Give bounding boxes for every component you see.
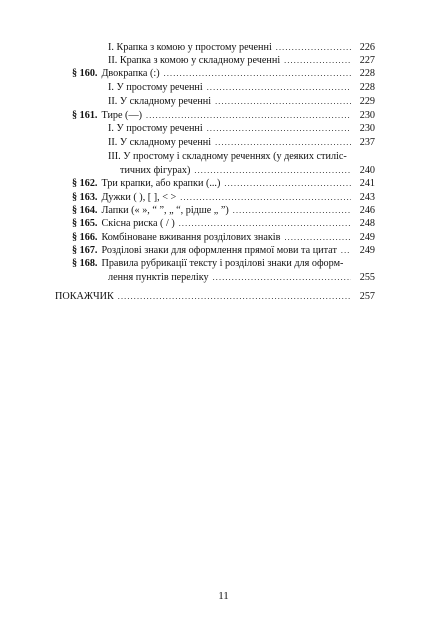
toc-entry-title: Двокрапка (:)	[101, 68, 160, 79]
section-number: § 160.	[72, 68, 98, 79]
dot-leader	[118, 291, 351, 302]
section-number: § 162.	[72, 178, 98, 189]
toc-entry-page: 229	[359, 96, 375, 107]
toc-entry-page: 257	[359, 291, 375, 302]
toc-entry-page: 230	[359, 123, 375, 134]
toc-entry-title: Три крапки, або крапки (...)	[101, 178, 221, 189]
dot-leader	[215, 96, 351, 107]
toc-entry-page: 237	[359, 137, 375, 148]
dot-leader	[164, 68, 351, 79]
dot-leader	[207, 82, 351, 93]
toc-entry-page: 226	[359, 42, 375, 53]
page-number: 11	[218, 590, 229, 602]
toc-entry-page: 227	[359, 55, 375, 66]
dot-leader	[213, 272, 351, 283]
toc-entry-title: Правила рубрикації тексту і розділові знаки для оформ-	[101, 258, 344, 269]
section-number: § 166.	[72, 232, 98, 243]
toc-entry-page: 248	[359, 218, 375, 229]
dot-leader	[179, 218, 351, 229]
section-number: § 168.	[72, 258, 98, 269]
dot-leader	[146, 110, 351, 121]
toc-entry-title: Розділові знаки для оформлення прямої мови та цитат	[101, 245, 337, 256]
dot-leader	[180, 192, 351, 203]
dot-leader	[276, 42, 351, 53]
toc-entry-title: Лапки (« », “ ”, „ “, рідше „ ”)	[101, 205, 229, 216]
dot-leader	[224, 178, 351, 189]
toc-entry-page: 228	[359, 82, 375, 93]
dot-leader	[215, 137, 351, 148]
toc-entry-title-continuation: тичних фігурах)	[120, 165, 191, 176]
dot-leader	[233, 205, 351, 216]
toc-entry-page: 230	[359, 110, 375, 121]
toc-entry-title: Комбіноване вживання розділових знаків	[101, 232, 281, 243]
toc-entry-title: ІІ. У складному реченні	[108, 137, 212, 148]
toc-entry-title: Тире (—)	[101, 110, 143, 121]
toc-entry-title: ІІ. У складному реченні	[108, 96, 212, 107]
section-number: § 167.	[72, 245, 98, 256]
toc-entry-page: 255	[359, 272, 375, 283]
toc-entry-page: 249	[359, 232, 375, 243]
section-number: § 165.	[72, 218, 98, 229]
section-number: § 163.	[72, 192, 98, 203]
toc-entry-title: І. У простому реченні	[108, 82, 203, 93]
dot-leader	[194, 165, 351, 176]
toc-entry-title: Скісна риска ( / )	[101, 218, 175, 229]
toc-entry-page: 249	[359, 245, 375, 256]
toc-entry-page: 241	[359, 178, 375, 189]
toc-entry-title: І. Крапка з комою у простому реченні	[108, 42, 272, 53]
toc-entry-page: 228	[359, 68, 375, 79]
toc-entry-title: ІІ. Крапка з комою у складному реченні	[108, 55, 281, 66]
index-title: ПОКАЖЧИК	[55, 291, 114, 302]
dot-leader	[284, 232, 351, 243]
section-number: § 161.	[72, 110, 98, 121]
dot-leader	[284, 55, 351, 66]
toc-entry-page: 243	[359, 192, 375, 203]
toc-entry-title: Дужки ( ), [ ], < >	[101, 192, 177, 203]
toc-entry-title: І. У простому реченні	[108, 123, 203, 134]
toc-entry-page: 246	[359, 205, 375, 216]
dot-leader	[341, 245, 351, 256]
section-number: § 164.	[72, 205, 98, 216]
toc-entry-page: 240	[359, 165, 375, 176]
dot-leader	[207, 123, 351, 134]
toc-entry-title-continuation: лення пунктів переліку	[108, 272, 209, 283]
toc-entry-title: ІІІ. У простому і складному реченнях (у деяких стиліс-	[108, 151, 347, 162]
